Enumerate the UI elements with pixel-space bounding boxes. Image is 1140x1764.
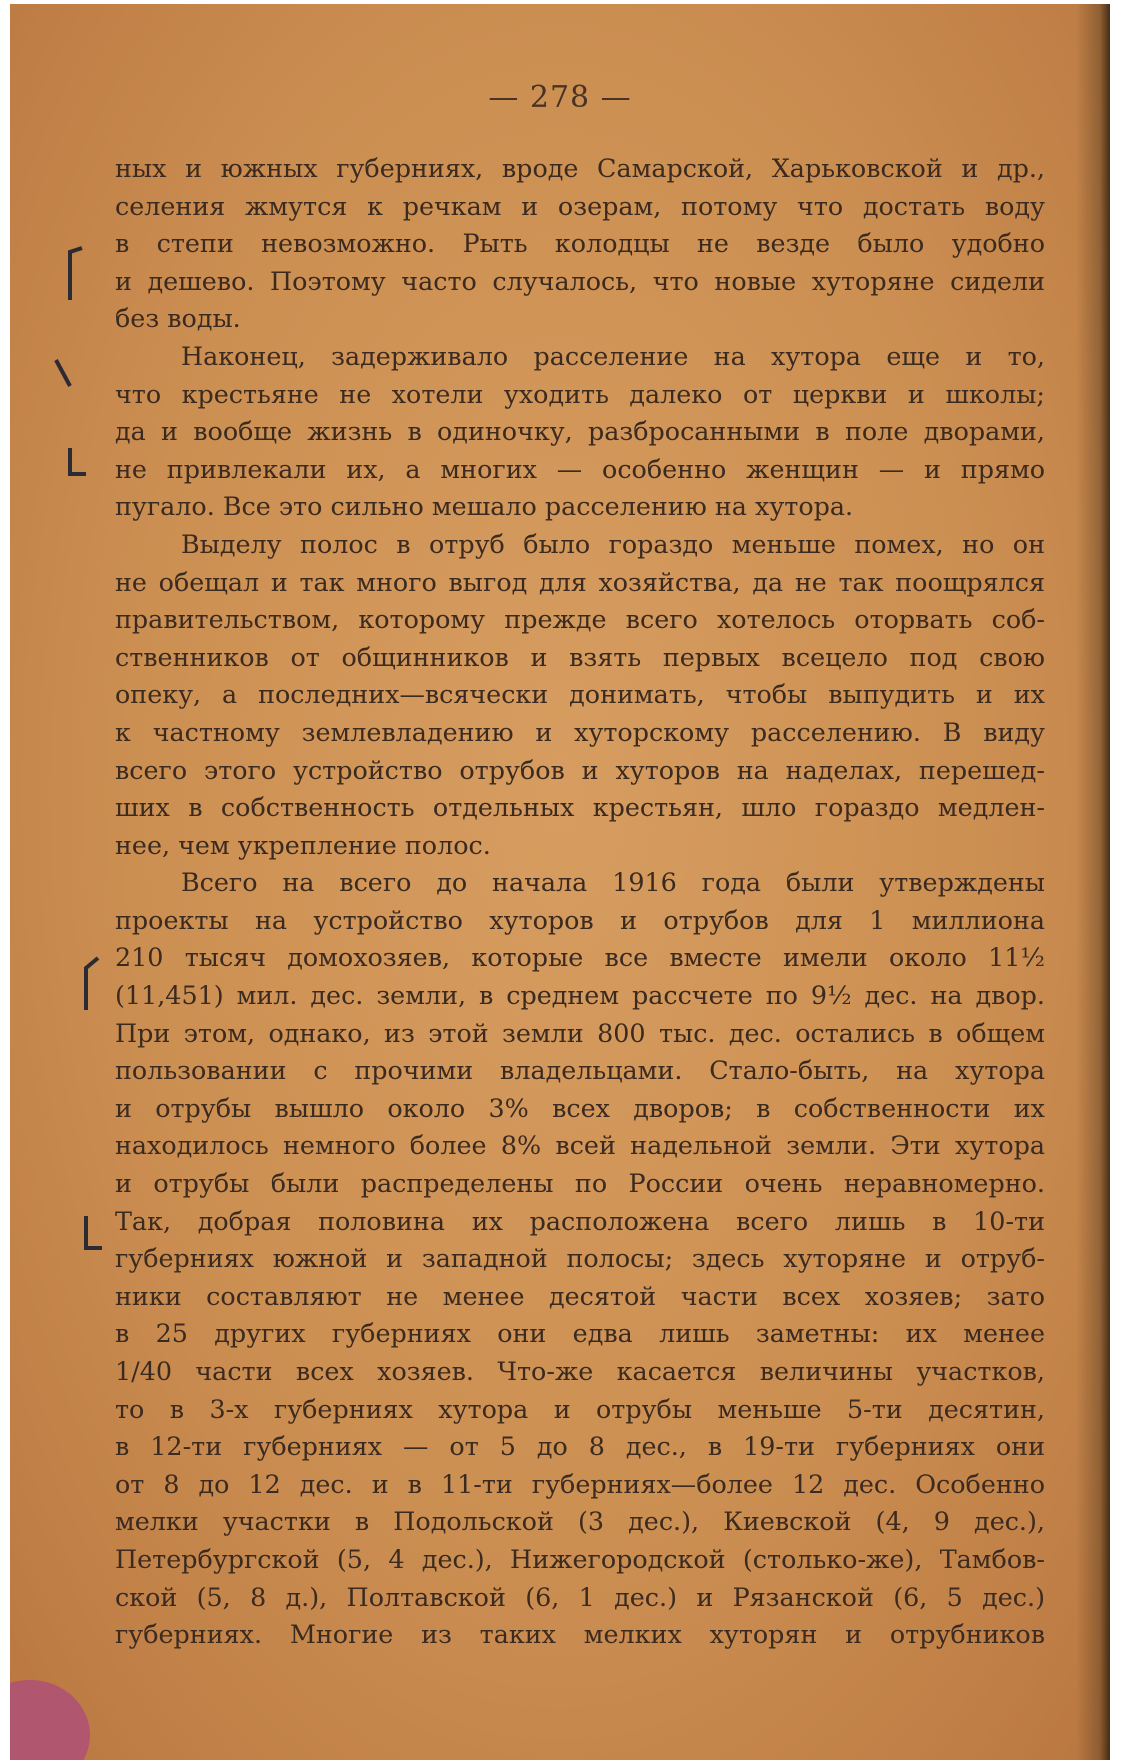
text-line: опеку, а последних—всячески донимать, чтобы выпудить и их [115, 679, 1045, 710]
page-edge-shadow [1076, 4, 1110, 1760]
text-line: в 12-ти губерниях — от 5 до 8 дес., в 19-ти губерниях они [115, 1431, 1045, 1462]
text-line: что крестьяне не хотели уходить далеко от церкви и школы; [115, 378, 1045, 409]
pencil-bracket-close-icon [60, 444, 90, 484]
text-line: не привлекали их, а многих — особенно женщин — и прямо [115, 453, 1045, 484]
text-line: то в 3-х губерниях хутора и отрубы меньше 5-ти десятин, [115, 1393, 1045, 1424]
text-line: селения жмутся к речкам и озерам, потому что достать воду [115, 190, 1045, 221]
text-line: в степи невозможно. Рыть колодцы не везде было удобно [115, 228, 1045, 259]
text-line: правительством, которому прежде всего хотелось оторвать соб- [115, 604, 1045, 635]
text-line: 1/40 части всех хозяев. Что-же касается величины участков, [115, 1356, 1045, 1386]
text-line: пользовании с прочими владельцами. Стало-быть, на хутора [115, 1055, 1045, 1086]
text-line: Всего на всего до начала 1916 года были утверждены [181, 867, 1045, 898]
text-line: При этом, однако, из этой земли 800 тыс. дес. остались в общем [115, 1017, 1045, 1048]
text-line: к частному землевладению и хуторскому расселению. В виду [115, 716, 1045, 747]
text-line: Так, добрая половина их расположена всего лишь в 10-ти [115, 1205, 1045, 1236]
text-line: находилось немного более 8% всей надельной земли. Эти хутора [115, 1130, 1045, 1161]
text-line: проекты на устройство хуторов и отрубов для 1 миллиона [115, 904, 1045, 935]
pencil-bracket-close-icon [76, 1212, 106, 1262]
text-line: мелки участки в Подольской (3 дес.), Киевской (4, 9 дес.), [115, 1506, 1045, 1537]
text-line: от 8 до 12 дес. и в 11-ти губерниях—более 12 дес. Особенно [115, 1468, 1045, 1499]
pencil-tick-icon [50, 354, 80, 394]
text-line: ных и южных губерниях, вроде Самарской, Харьковской и др., [115, 153, 1045, 183]
text-line: ственников от общинников и взять первых всецело под свою [115, 641, 1045, 672]
text-line: Выделу полос в отруб было гораздо меньше помех, но он [181, 528, 1045, 559]
text-line: всего этого устройство отрубов и хуторов на наделах, перешед- [115, 754, 1045, 785]
pencil-bracket-open-icon [76, 954, 106, 1014]
text-line: и дешево. Поэтому часто случалось, что новые хуторяне сидели [115, 265, 1045, 296]
page-number: — 278 — [488, 80, 632, 115]
text-line: и отрубы вышло около 3% всех дворов; в собственности их [115, 1092, 1045, 1123]
text-line: ской (5, 8 д.), Полтавской (6, 1 дес.) и Рязанской (6, 5 дес.) [115, 1581, 1045, 1612]
text-line: губерниях южной и западной полосы; здесь хуторяне и отруб- [115, 1243, 1045, 1274]
scanned-page [10, 4, 1110, 1760]
text-line: Наконец, задерживало расселение на хутора еще и то, [181, 340, 1045, 371]
text-line: губерниях. Многие из таких мелких хуторян и отрубников [115, 1619, 1045, 1650]
text-line: Петербургской (5, 4 дес.), Нижегородской (столько-же), Тамбов- [115, 1543, 1045, 1574]
text-line: 210 тысяч домохозяев, которые все вместе имели около 11½ [115, 942, 1045, 973]
body-text [115, 150, 1045, 1654]
text-line: в 25 других губерниях они едва лишь заметны: их менее [115, 1318, 1045, 1349]
pencil-bracket-open-icon [60, 244, 90, 304]
text-line: ших в собственность отдельных крестьян, шло гораздо медлен- [115, 792, 1045, 823]
text-line: без воды. [115, 303, 241, 334]
text-line: нее, чем укрепление полос. [115, 829, 491, 860]
text-line: не обещал и так много выгод для хозяйства, да не так поощрялся [115, 566, 1045, 597]
text-line: да и вообще жизнь в одиночку, разбросанными в поле дворами, [115, 416, 1045, 447]
text-line: (11,451) мил. дес. земли, в среднем рассчете по 9½ дес. на двор. [115, 980, 1045, 1011]
thumb-in-corner [10, 1680, 90, 1760]
text-line: и отрубы были распределены по России очень неравномерно. [115, 1168, 1045, 1199]
text-line: ники составляют не менее десятой части всех хозяев; зато [115, 1280, 1045, 1311]
text-line: пугало. Все это сильно мешало расселению на хутора. [115, 491, 854, 522]
